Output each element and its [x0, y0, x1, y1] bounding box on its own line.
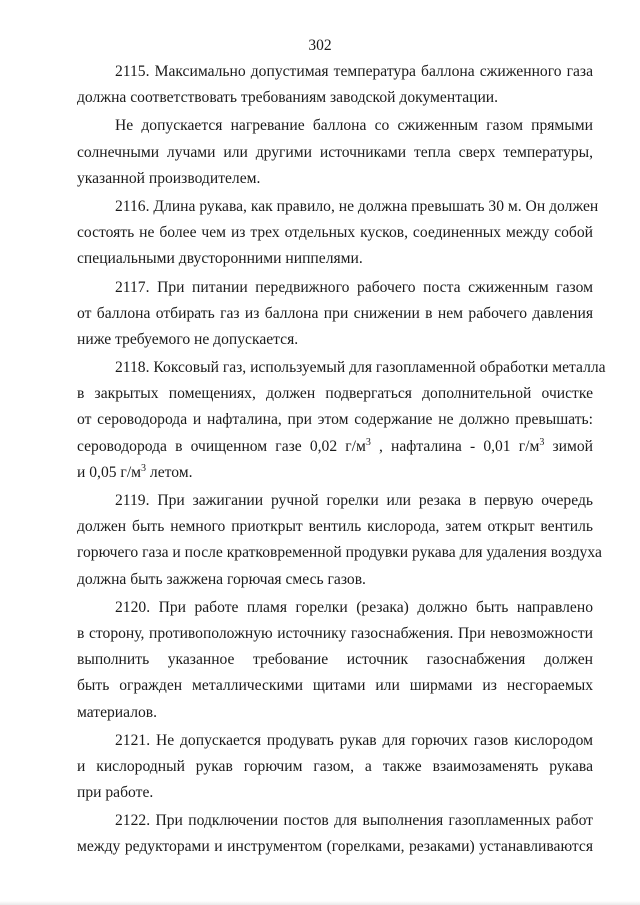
paragraph-2115-note [77, 113, 593, 192]
text-line [77, 460, 593, 486]
text-line: быть огражден металлическими щитами или ширмами из несгораемых [77, 677, 593, 695]
text-line: указанной производителем. [77, 169, 261, 187]
text-line: 2119. При зажигании ручной горелки или резака в первую очередь [115, 492, 593, 509]
text-line: состоять не более чем из трех отдельных кусков, соединенных между собой [77, 224, 593, 242]
text-line: Не допускается нагревание баллона со сжиженным газом прямыми [115, 117, 593, 135]
text-line [77, 434, 593, 460]
text-line: специальными двусторонними ниппелями. [77, 250, 363, 268]
text-line: от сероводорода и нафталина, при этом содержание не должно превышать: [77, 411, 593, 429]
text-line: и кислородный рукав горючим газом, а также взаимозаменять рукава [77, 757, 593, 775]
superscript-cubed: 3 [141, 462, 147, 474]
paragraph-2115 [77, 59, 593, 111]
text-line: горючего газа и после кратковременной продувки рукава для удаления воздуха [77, 544, 602, 562]
text-segment: сероводорода в очищенном газе 0,02 г/м [77, 437, 366, 455]
text-line: 2117. При питании передвижного рабочего поста сжиженным газом [115, 278, 593, 296]
page-number: 302 [308, 37, 332, 54]
document-body [77, 59, 606, 863]
text-line: должен быть немного приоткрыт вентиль кислорода, затем открыт вентиль [77, 518, 593, 536]
text-line: 2118. Коксовый газ, используемый для газопламенной обработки металла [115, 359, 606, 377]
paragraph-2117 [77, 275, 593, 354]
text-line: 2121. Не допускается продувать рукав для горючих газов кислородом [115, 731, 593, 749]
text-line: между редукторами и инструментом (горелками, резаками) устанавливаются [77, 838, 593, 856]
text-line: 2115. Максимально допустимая температура баллона сжиженного газа [115, 63, 593, 80]
text-line: от баллона отбирать газ из баллона при снижении в нем рабочего давления [77, 304, 593, 322]
superscript-cubed: 3 [539, 436, 545, 448]
text-line: в закрытых помещениях, должен подвергаться дополнительной очистке [77, 385, 593, 403]
paragraph-2122 [77, 808, 593, 860]
text-segment: и 0,05 г/м [77, 463, 142, 481]
paragraph-2120 [77, 595, 593, 726]
text-line: 2116. Длина рукава, как правило, не должна превышать 30 м. Он должен [115, 197, 599, 215]
text-segment: , нафталина - 0,01 г/м [370, 437, 540, 455]
text-line: солнечными лучами или другими источниками тепла сверх температуры, [77, 143, 593, 161]
superscript-cubed: 3 [365, 436, 371, 448]
text-line: ниже требуемого не допускается. [77, 330, 299, 348]
text-segment: зимой [544, 437, 593, 455]
paragraph-2121 [77, 728, 593, 807]
paragraph-2119 [77, 488, 602, 593]
paragraph-2118 [77, 355, 606, 486]
paragraph-2116 [77, 194, 599, 273]
text-line: должна соответствовать требованиям заводской документации. [77, 89, 499, 107]
text-line: должна быть зажжена горючая смесь газов. [77, 570, 366, 588]
text-line: при работе. [77, 784, 154, 802]
text-line: материалов. [77, 703, 158, 721]
text-line: в сторону, противоположную источнику газоснабжения. При невозможности [77, 624, 593, 642]
text-line: выполнить указанное требование источник газоснабжения должен [77, 651, 593, 669]
text-line: 2120. При работе пламя горелки (резака) должно быть направлено [115, 598, 593, 616]
text-line: 2122. При подключении постов для выполнения газопламенных работ [115, 812, 593, 830]
scan-bottom-edge [0, 901, 640, 905]
text-segment: летом. [146, 463, 193, 481]
